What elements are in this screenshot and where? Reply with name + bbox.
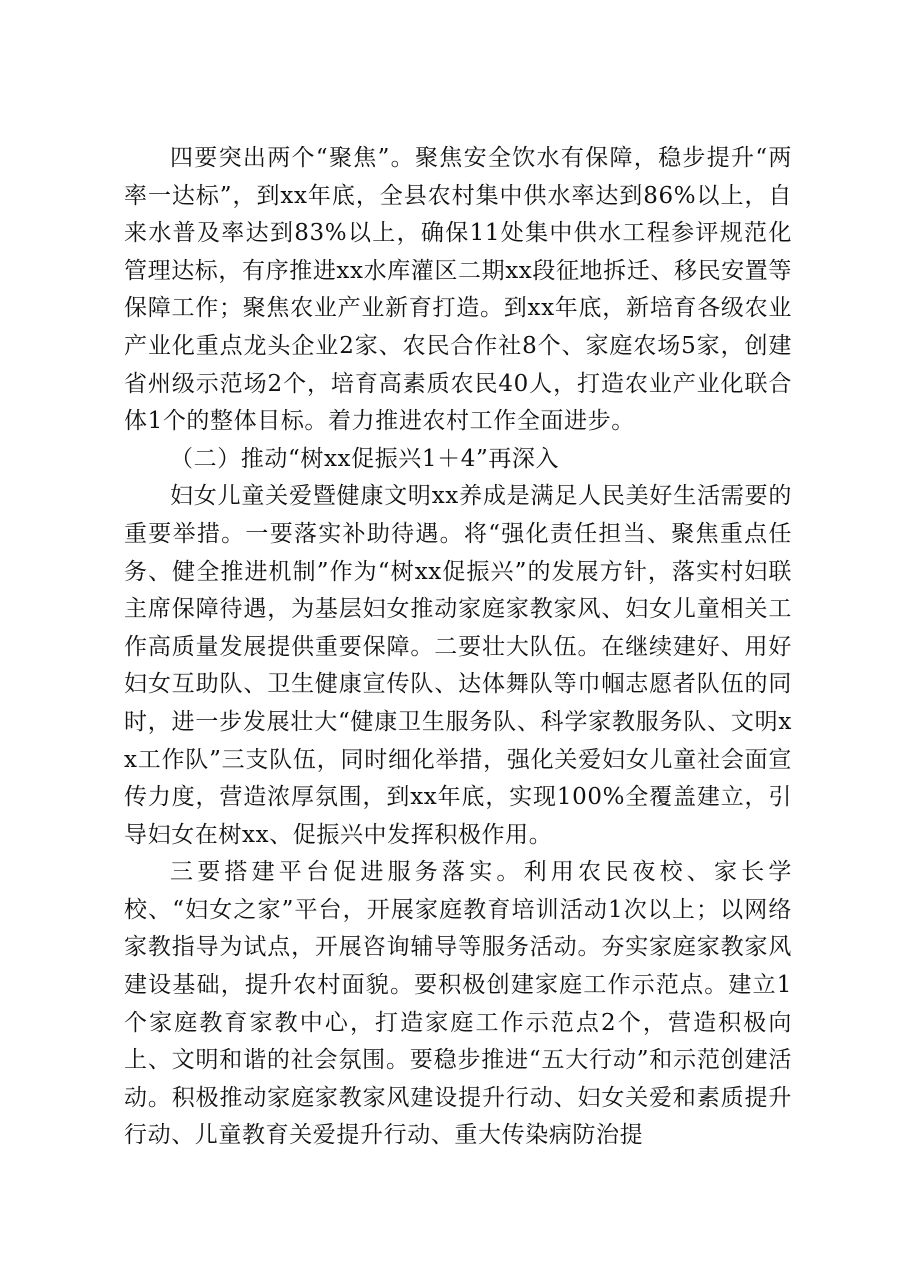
paragraph-service-platform: 三要搭建平台促进服务落实。利用农民夜校、家长学校、“妇女之家”平台，开展家庭教育培训活动1次以上；以网络家教指导为试点，开展咨询辅导等服务活动。夯实家庭家教家风建设基础，提升农村面貌。要积极创建家庭工作示范点。建立1个家庭教育家教中心，打造家庭工作示范点2个，营造积极向上、文明和谐的社会氛围。要稳步推进“五大行动”和示范创建活动。积极推动家庭家教家风建设提升行动、妇女关爱和素质提升行动、儿童教育关爱提升行动、重大传染病防治提 xyxy=(124,859,792,1149)
section-heading-2: （二）推动“树xx促振兴1＋4”再深入 xyxy=(170,445,560,472)
paragraph-women-children-care: 妇女儿童关爱暨健康文明xx养成是满足人民美好生活需要的重要举措。一要落实补助待遇。将“强化责任担当、聚焦重点任务、健全推进机制”作为“树xx促振兴”的发展方针，落实村妇联主席保障待遇，为基层妇女推动家庭家教家风、妇女儿童相关工作高质量发展提供重要保障。二要壮大队伍。在继续建好、用好妇女互助队、卫生健康宣传队、达体舞队等巾帼志愿者队伍的同时，进一步发展壮大“健康卫生服务队、科学家教服务队、文明xx工作队”三支队伍，同时细化举措，强化关爱妇女儿童社会面宣传力度，营造浓厚氛围，到xx年底，实现100%全覆盖建立，引导妇女在树xx、促振兴中发挥积极作用。 xyxy=(124,483,792,848)
document-body xyxy=(124,140,792,1155)
paragraph-water-agriculture: 四要突出两个“聚焦”。聚焦安全饮水有保障，稳步提升“两率一达标”，到xx年底，全县农村集中供水率达到86%以上，自来水普及率达到83%以上，确保11处集中供水工程参评规范化管理达标，有序推进xx水库灌区二期xx段征地拆迁、移民安置等保障工作；聚焦农业产业新育打造。到xx年底，新培育各级农业产业化重点龙头企业2家、农民合作社8个、家庭农场5家，创建省州级示范场2个，培育高素质农民40人，打造农业产业化联合体1个的整体目标。着力推进农村工作全面进步。 xyxy=(124,145,792,435)
